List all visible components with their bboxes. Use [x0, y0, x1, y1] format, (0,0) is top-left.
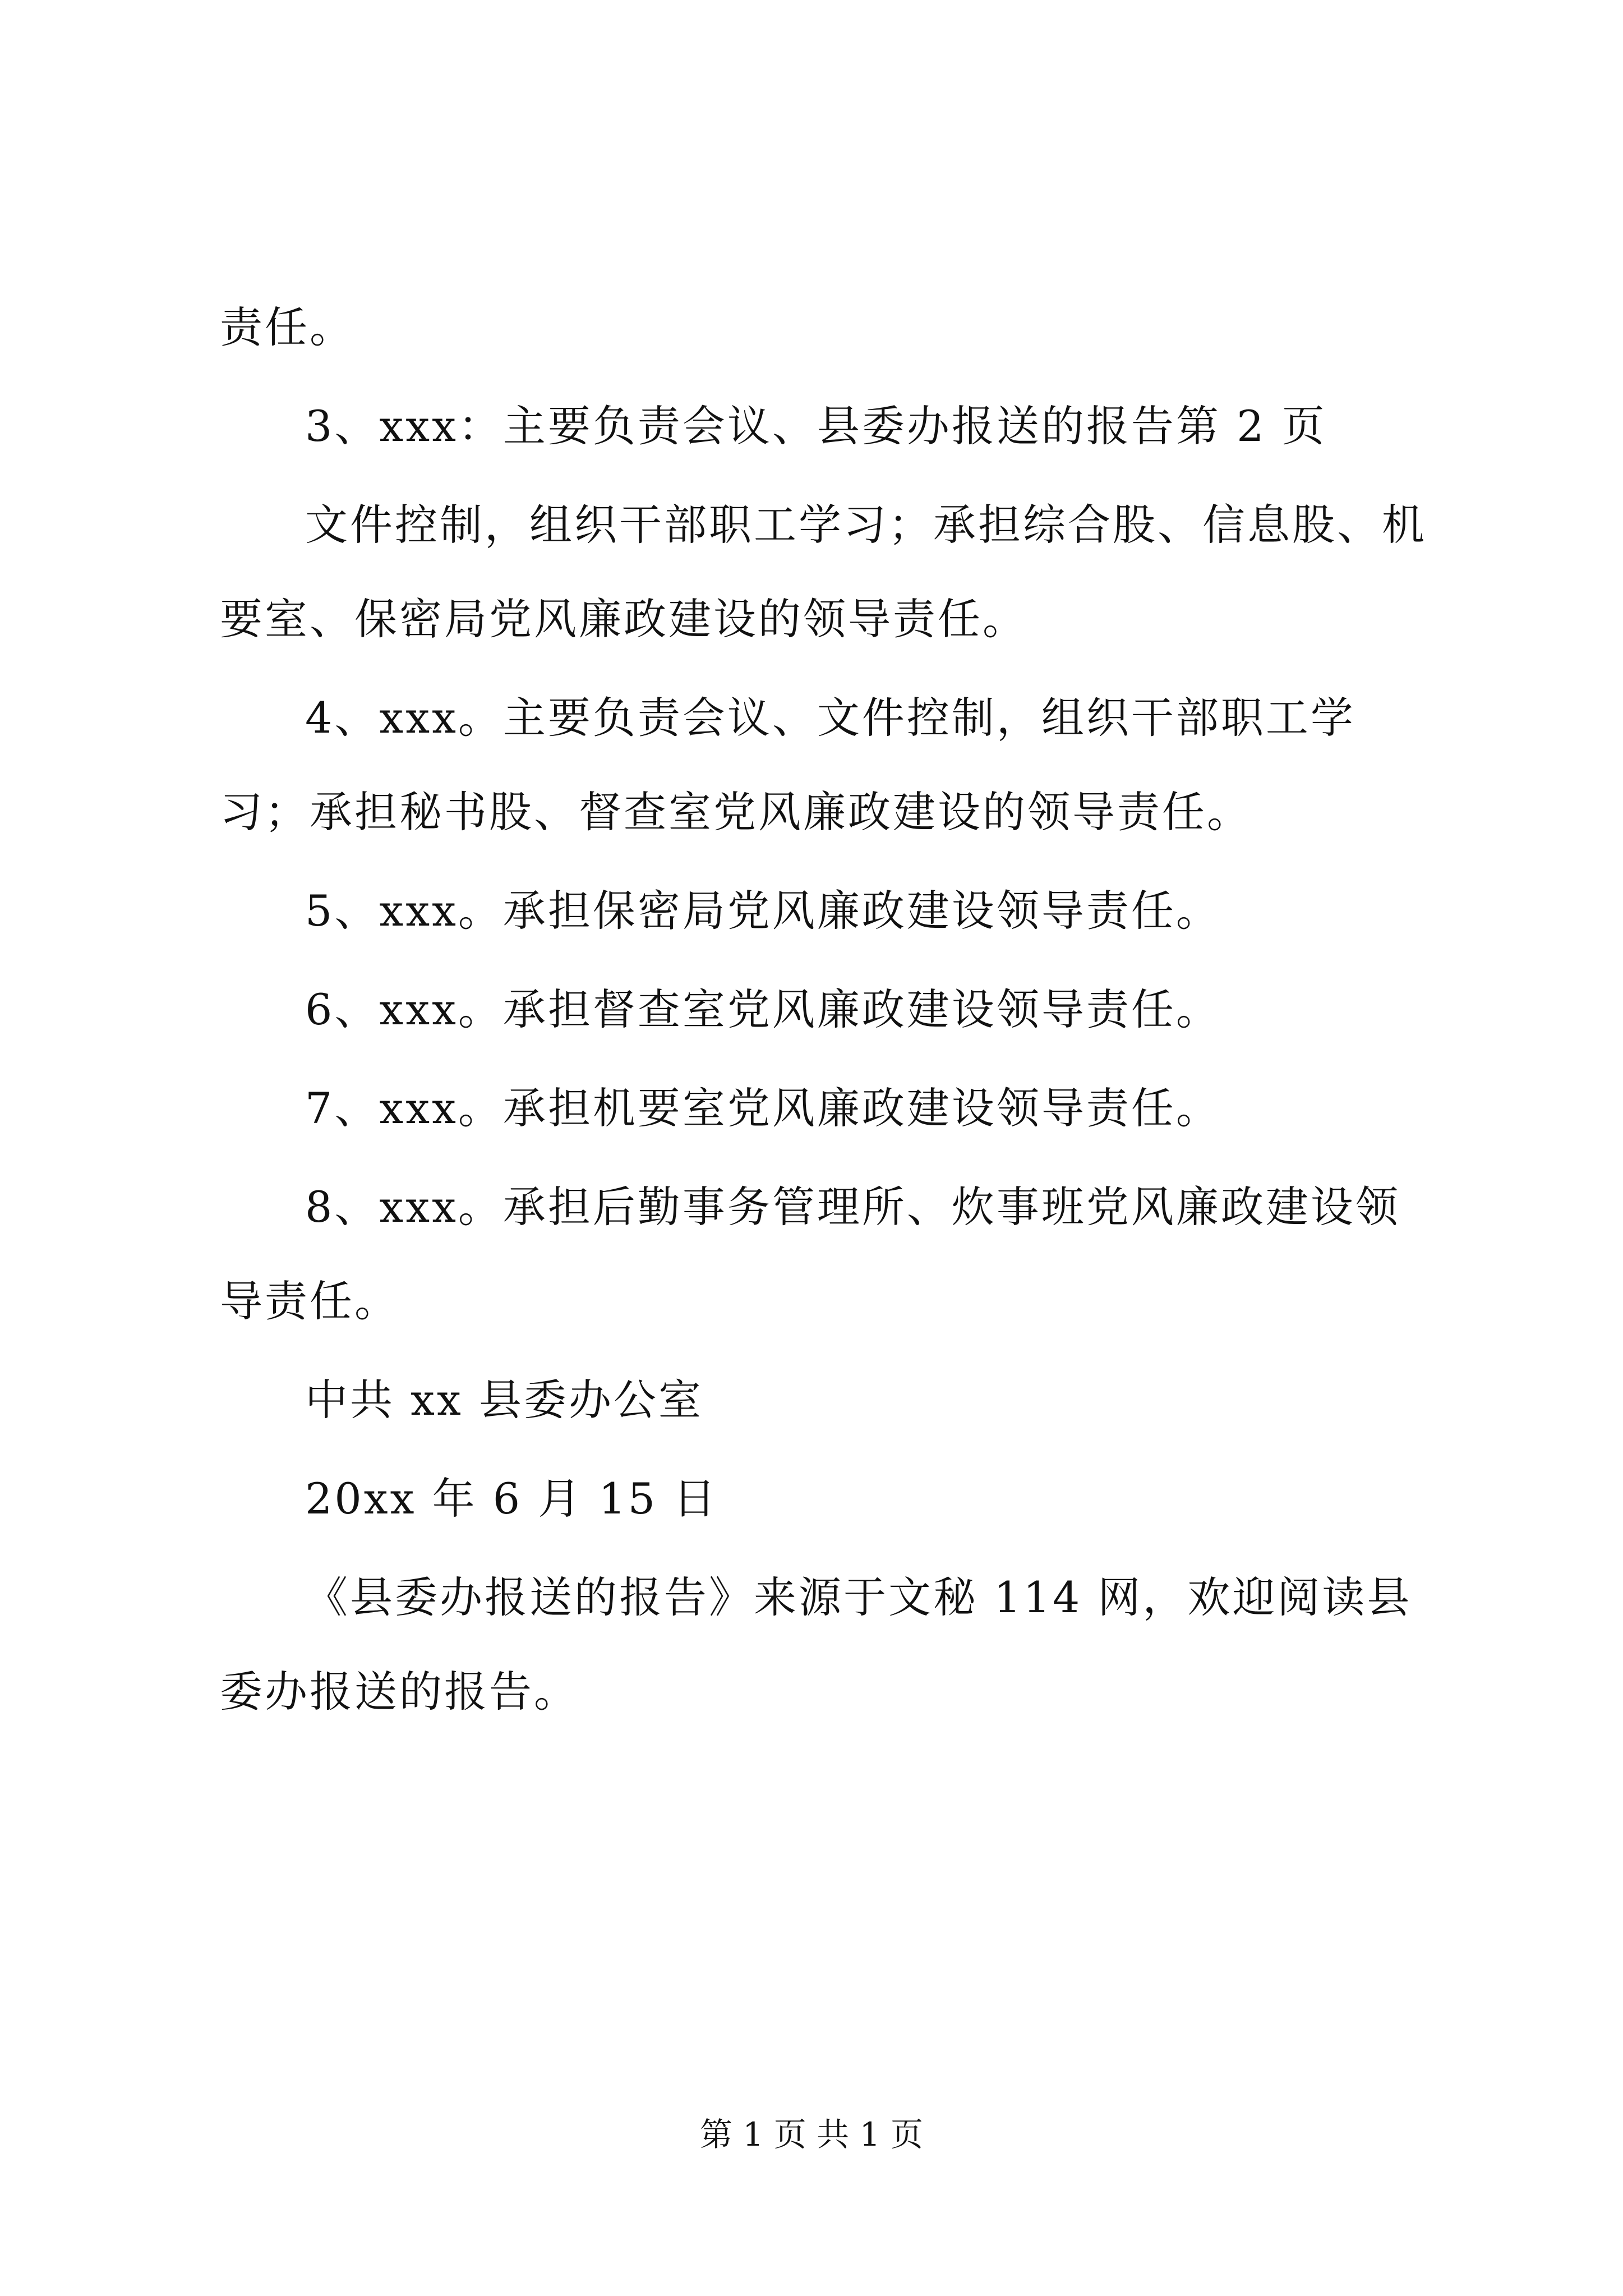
page-footer: 第 1 页 共 1 页	[700, 2115, 923, 2154]
signature-date: 20xx 年 6 月 15 日	[305, 1474, 718, 1524]
paragraph-continuation: 责任。	[220, 302, 354, 352]
document-body	[220, 280, 1431, 1743]
paragraph-item-7: 7、xxx。承担机要室党风廉政建设领导责任。	[305, 1083, 1221, 1133]
source-note: 《县委办报送的报告》来源于文秘 114 网，欢迎阅读县委办报送的报告。	[220, 1572, 1412, 1717]
signature-organization: 中共 xx 县委办公室	[305, 1375, 704, 1425]
paragraph-item-8: 8、xxx。承担后勤事务管理所、炊事班党风廉政建设领导责任。	[220, 1182, 1400, 1326]
paragraph-item-3-body: 文件控制，组织干部职工学习；承担综合股、信息股、机要室、保密局党风廉政建设的领导责任。	[220, 500, 1427, 644]
paragraph-item-3-heading: 3、xxx：主要负责会议、县委办报送的报告第 2 页	[305, 401, 1327, 451]
paragraph-item-4: 4、xxx。主要负责会议、文件控制，组织干部职工学习；承担秘书股、督查室党风廉政建设的领导责任。	[220, 693, 1355, 837]
paragraph-item-6: 6、xxx。承担督查室党风廉政建设领导责任。	[305, 984, 1221, 1034]
paragraph-item-5: 5、xxx。承担保密局党风廉政建设领导责任。	[305, 886, 1221, 936]
